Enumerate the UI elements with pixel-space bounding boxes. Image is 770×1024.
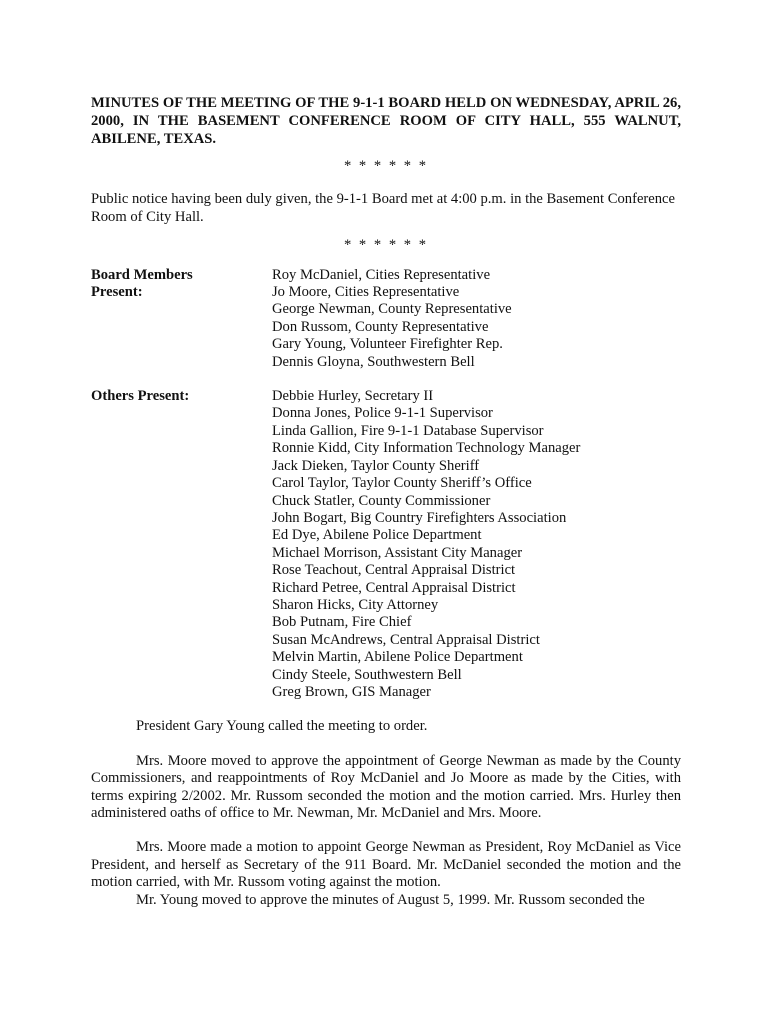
document-page bbox=[91, 94, 681, 909]
section-separator: * * * * * * bbox=[343, 158, 429, 174]
attendee-item: John Bogart, Big Country Firefighters Association bbox=[272, 509, 567, 526]
board-members-list bbox=[272, 267, 681, 371]
board-member-item: Dennis Gloyna, Southwestern Bell bbox=[272, 353, 475, 370]
board-member-item: George Newman, County Representative bbox=[272, 301, 512, 318]
attendee-item: Bob Putnam, Fire Chief bbox=[272, 614, 412, 631]
attendee-item: Richard Petree, Central Appraisal District bbox=[272, 579, 516, 596]
attendee-item: Chuck Statler, County Commissioner bbox=[272, 492, 491, 509]
board-members-label-line: Board Members bbox=[91, 266, 193, 283]
attendee-item: Carol Taylor, Taylor County Sheriff’s Office bbox=[272, 475, 532, 492]
board-members-label bbox=[91, 267, 272, 371]
attendee-item: Sharon Hicks, City Attorney bbox=[272, 596, 439, 613]
board-members-section bbox=[91, 267, 681, 371]
minutes-paragraph: Mrs. Moore moved to approve the appointment of George Newman as made by the County Commissioners, and reappointments of Roy McDaniel and Jo Moore as made by the Cities, with terms expiring 2/2002. Mr. Russom seconded the motion and the motion carried. Mrs. Hurley then administered oaths of office to Mr. Newman, Mr. McDaniel and Mrs. Moore. bbox=[91, 752, 681, 821]
attendee-item: Debbie Hurley, Secretary II bbox=[272, 388, 434, 405]
public-notice-paragraph: Public notice having been duly given, the 9-1-1 Board met at 4:00 p.m. in the Basement Conference Room of City Hall. bbox=[91, 191, 676, 225]
document-heading: MINUTES OF THE MEETING OF THE 9-1-1 BOARD HELD ON WEDNESDAY, APRIL 26, 2000, IN THE BASEMENT CONFERENCE ROOM OF CITY HALL, 555 WALNUT, ABILENE, TEXAS. bbox=[91, 95, 681, 147]
section-separator: * * * * * * bbox=[343, 237, 429, 254]
minutes-paragraph: President Gary Young called the meeting to order. bbox=[136, 718, 428, 735]
minutes-paragraph: Mr. Young moved to approve the minutes of August 5, 1999. Mr. Russom seconded the bbox=[136, 891, 645, 908]
others-present-label bbox=[91, 388, 272, 701]
board-member-item: Roy McDaniel, Cities Representative bbox=[272, 266, 491, 283]
others-present-label-line: Others Present: bbox=[91, 388, 190, 405]
attendee-item: Donna Jones, Police 9-1-1 Supervisor bbox=[272, 405, 493, 422]
attendee-item: Ronnie Kidd, City Information Technology Manager bbox=[272, 440, 581, 457]
attendee-item: Susan McAndrews, Central Appraisal District bbox=[272, 631, 540, 648]
attendee-item: Ed Dye, Abilene Police Department bbox=[272, 527, 482, 544]
attendee-item: Cindy Steele, Southwestern Bell bbox=[272, 666, 462, 683]
board-member-item: Don Russom, County Representative bbox=[272, 318, 489, 335]
board-member-item: Gary Young, Volunteer Firefighter Rep. bbox=[272, 336, 503, 353]
attendee-item: Melvin Martin, Abilene Police Department bbox=[272, 649, 523, 666]
attendee-item: Rose Teachout, Central Appraisal District bbox=[272, 562, 516, 579]
attendee-item: Linda Gallion, Fire 9-1-1 Database Supervisor bbox=[272, 422, 544, 439]
attendee-item: Greg Brown, GIS Manager bbox=[272, 683, 431, 700]
minutes-paragraph: Mrs. Moore made a motion to appoint George Newman as President, Roy McDaniel as Vice President, and herself as Secretary of the 911 Board. Mr. McDaniel seconded the motion and the motion carried, with Mr. Russom voting against the motion. bbox=[91, 839, 681, 891]
attendee-item: Michael Morrison, Assistant City Manager bbox=[272, 544, 523, 561]
others-present-section bbox=[91, 388, 681, 701]
board-member-item: Jo Moore, Cities Representative bbox=[272, 284, 460, 301]
others-present-list bbox=[272, 388, 681, 701]
attendee-item: Jack Dieken, Taylor County Sheriff bbox=[272, 457, 480, 474]
board-members-label-line: Present: bbox=[91, 284, 143, 301]
